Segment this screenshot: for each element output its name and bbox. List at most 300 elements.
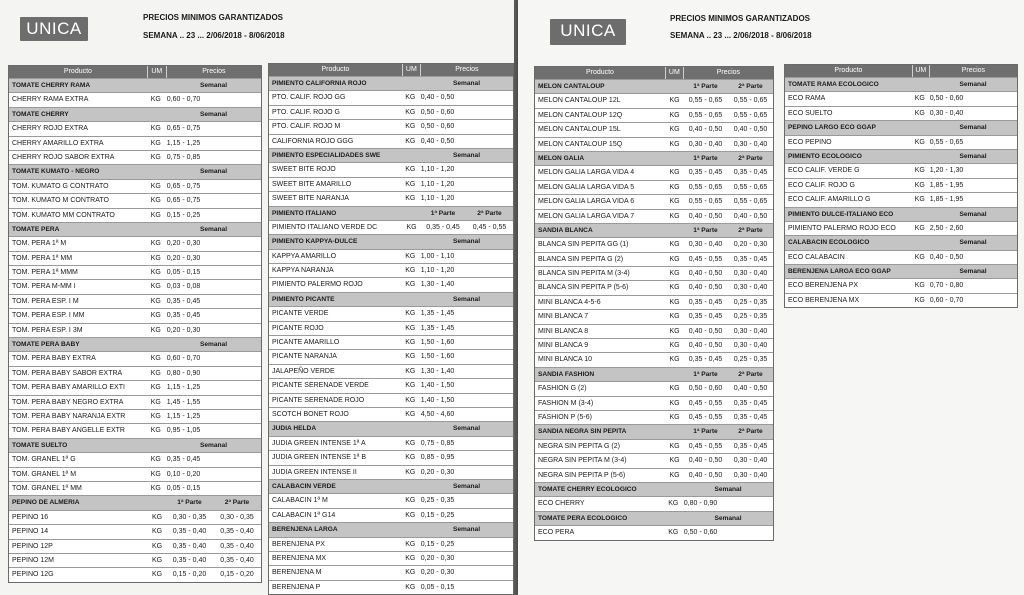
table-row xyxy=(9,294,261,308)
price-range: 0,05 - 0,15 xyxy=(166,484,201,492)
table-row xyxy=(269,162,513,176)
price-range-part1: 0,35 - 0,40 xyxy=(172,528,207,536)
table-row xyxy=(535,266,773,280)
section-header-row xyxy=(269,148,513,162)
table-row xyxy=(269,378,513,392)
unit: KG xyxy=(150,254,161,262)
table-row xyxy=(535,165,773,179)
unit xyxy=(913,121,929,134)
product-name: PIMIENTO PALERMO ROJO xyxy=(272,281,363,289)
price-range: 0,65 - 0,75 xyxy=(166,125,201,133)
price-range: 2,50 - 2,60 xyxy=(929,224,964,232)
product-name: ECO CALIF. ROJO G xyxy=(788,181,855,189)
unit: KG xyxy=(669,356,680,364)
unit: KG xyxy=(405,439,416,447)
price-range: 0,35 - 0,45 xyxy=(166,456,201,464)
product-name: MELON GALIA LARGA VIDA 4 xyxy=(538,169,635,177)
price-range-part1: 0,35 - 0,45 xyxy=(688,356,723,364)
section-header-row xyxy=(535,367,773,381)
table-row xyxy=(9,179,261,193)
price-range: 0,70 - 0,80 xyxy=(929,282,964,290)
table-row xyxy=(269,537,513,551)
price-range-part1: 0,45 - 0,55 xyxy=(688,413,723,421)
unit: KG xyxy=(150,470,161,478)
period-label-part1: 1ª Parte xyxy=(693,428,718,436)
product-name: ECO BERENJENA PX xyxy=(788,282,859,290)
unit: KG xyxy=(150,240,161,248)
product-name: BLANCA SIN PEPITA GG (1) xyxy=(538,241,629,249)
product-name: ECO BERENJENA MX xyxy=(788,296,860,304)
unit xyxy=(666,483,683,496)
section-header-row xyxy=(785,77,1017,91)
section-header-row xyxy=(785,120,1017,134)
price-range-part2: 0,35 - 0,45 xyxy=(733,413,768,421)
price-range-part1: 0,40 - 0,50 xyxy=(688,212,723,220)
period-label-part2: 2ª Parte xyxy=(738,226,763,234)
unit: KG xyxy=(405,497,416,505)
unit: KG xyxy=(406,223,417,231)
period-label: Semanal xyxy=(959,152,987,160)
price-range-part1: 0,30 - 0,35 xyxy=(172,513,207,521)
table-row xyxy=(535,93,773,107)
period-label: Semanal xyxy=(452,526,481,534)
table-row xyxy=(535,439,773,453)
product-name: TOM. KUMATO G CONTRATO xyxy=(12,182,109,190)
price-range: 0,65 - 0,75 xyxy=(166,197,201,205)
unit: KG xyxy=(150,125,161,133)
unit: KG xyxy=(405,180,416,188)
price-range-part2: 0,25 - 0,35 xyxy=(733,313,768,321)
sheet-title: PRECIOS MINIMOS GARANTIZADOS xyxy=(670,14,811,23)
price-range-part1: 0,35 - 0,45 xyxy=(688,313,723,321)
unit: KG xyxy=(669,212,680,220)
price-range-part2: 0,40 - 0,50 xyxy=(733,385,768,393)
price-range-part2: 0,35 - 0,45 xyxy=(733,169,768,177)
price-range-part2: 0,35 - 0,45 xyxy=(733,255,768,263)
table-row xyxy=(535,338,773,352)
product-name: ECO CALIF. AMARILLO G xyxy=(788,196,871,204)
col-header-precios: Precios xyxy=(455,66,479,73)
table-row xyxy=(9,121,261,135)
unit: KG xyxy=(151,513,163,521)
period-label-part2: 2ª Parte xyxy=(738,370,763,378)
price-range: 1,50 - 1,60 xyxy=(420,339,455,347)
price-range-part2: 0,55 - 0,65 xyxy=(733,97,768,105)
product-name: TOM. KUMATO MM CONTRATO xyxy=(12,211,115,219)
unit xyxy=(913,78,929,91)
product-name: SWEET BITE ROJO xyxy=(272,166,336,174)
price-range-part1: 0,45 - 0,55 xyxy=(688,255,723,263)
section-name: TOMATE CHERRY RAMA xyxy=(12,82,91,89)
price-range-part1: 0,55 - 0,65 xyxy=(688,111,723,119)
product-name: ECO PEPINO xyxy=(788,138,832,146)
section-name: PIMIENTO ITALIANO xyxy=(272,209,337,217)
price-range-part2: 0,45 - 0,55 xyxy=(472,223,507,231)
table-row xyxy=(785,91,1017,105)
product-name: CHERRY ROJO SABOR EXTRA xyxy=(12,153,115,161)
table-row xyxy=(535,137,773,151)
price-range-part1: 0,45 - 0,55 xyxy=(688,399,723,407)
product-name: PTO. CALIF. ROJO GG xyxy=(272,94,346,102)
price-range: 0,75 - 0,85 xyxy=(420,439,455,447)
price-range: 1,15 - 1,25 xyxy=(166,412,201,420)
table-row xyxy=(9,366,261,380)
section-header-row xyxy=(535,151,773,165)
unit: KG xyxy=(150,211,161,219)
price-range-part1: 0,55 - 0,65 xyxy=(688,97,723,105)
table-row xyxy=(535,237,773,251)
unica-logo: UNICA xyxy=(20,17,88,41)
product-name: PEPINO 12M xyxy=(12,556,55,564)
table-row xyxy=(9,193,261,207)
product-name: SWEET BITE AMARILLO xyxy=(272,180,352,188)
table-row xyxy=(269,450,513,464)
price-range-part2: 0,15 - 0,20 xyxy=(220,571,254,579)
product-name: PIMIENTO PALERMO ROJO ECO xyxy=(788,224,896,232)
price-range: 0,80 - 0,90 xyxy=(683,500,718,508)
table-row xyxy=(9,510,261,524)
price-range: 0,60 - 0,70 xyxy=(929,296,964,304)
section-name: PIMIENTO DULCE-ITALIANO ECO xyxy=(788,210,894,218)
product-name: ECO SUELTO xyxy=(788,109,833,117)
product-name: KAPPYA AMARILLO xyxy=(272,252,337,260)
section-header-row xyxy=(269,206,513,220)
unit: KG xyxy=(914,167,925,175)
product-name: TOM. PERA ESP. I 3M xyxy=(12,326,83,334)
table-row xyxy=(269,263,513,277)
unit xyxy=(403,293,420,306)
unit: KG xyxy=(150,197,161,205)
table-row xyxy=(9,351,261,365)
section-header-row xyxy=(785,207,1017,221)
unit: KG xyxy=(405,310,416,318)
unit xyxy=(403,422,420,435)
price-range: 0,40 - 0,50 xyxy=(420,94,455,102)
table-row xyxy=(535,209,773,223)
product-name: JUDIA GREEN INTENSE II xyxy=(272,468,357,476)
unit: KG xyxy=(150,139,161,147)
price-range: 0,50 - 0,60 xyxy=(420,108,455,116)
product-name: ECO CHERRY xyxy=(538,500,585,508)
price-range-part1: 0,55 - 0,65 xyxy=(688,198,723,206)
section-name: BERENJENA LARGA xyxy=(272,526,338,534)
table-row xyxy=(535,309,773,323)
price-range: 1,40 - 1,50 xyxy=(420,396,455,404)
unit: KG xyxy=(669,327,680,335)
price-range-part2: 0,35 - 0,45 xyxy=(733,442,768,450)
unit xyxy=(403,523,420,536)
price-range: 0,40 - 0,50 xyxy=(929,253,964,261)
price-range: 1,10 - 1,20 xyxy=(420,166,455,174)
price-range: 0,20 - 0,30 xyxy=(420,569,455,577)
unit: KG xyxy=(669,241,680,249)
price-range: 1,30 - 1,40 xyxy=(420,281,455,289)
unit: KG xyxy=(405,137,416,145)
col-header-precios: Precios xyxy=(202,68,226,75)
table-row xyxy=(535,468,773,482)
unit: KG xyxy=(405,410,416,418)
price-range: 1,20 - 1,30 xyxy=(929,167,964,175)
price-range: 0,35 - 0,45 xyxy=(166,297,201,305)
period-label: Semanal xyxy=(452,238,481,246)
price-range-part1: 0,35 - 0,45 xyxy=(426,223,460,231)
product-name: ECO CALIF. VERDE G xyxy=(788,167,860,175)
unit: KG xyxy=(405,108,416,116)
product-name: TOM. PERA 1ª MMM xyxy=(12,269,78,277)
price-range-part2: 0,30 - 0,40 xyxy=(733,140,768,148)
product-name: TOM. PERA 1ª MM xyxy=(12,254,73,262)
period-label: Semanal xyxy=(199,110,228,118)
col-header-producto: Producto xyxy=(785,65,913,77)
table-row xyxy=(9,524,261,538)
price-range: 1,30 - 1,40 xyxy=(420,367,455,375)
period-label: Semanal xyxy=(714,485,742,493)
price-range: 0,03 - 0,08 xyxy=(166,283,201,291)
section-header-row xyxy=(785,149,1017,163)
price-range: 0,05 - 0,15 xyxy=(420,583,455,591)
unit: KG xyxy=(150,456,161,464)
table-row xyxy=(535,525,773,539)
table-row xyxy=(269,134,513,148)
section-name: TOMATE KUMATO - NEGRO xyxy=(12,168,100,176)
section-header-row xyxy=(785,264,1017,278)
section-header-row xyxy=(535,482,773,496)
period-label-part1: 1ª Parte xyxy=(430,209,456,217)
product-name: TOM. PERA ESP. I M xyxy=(12,297,79,305)
table-row xyxy=(9,279,261,293)
table-header xyxy=(9,66,261,78)
section-name: CALABACIN ECOLOGICO xyxy=(788,239,870,247)
table-row xyxy=(9,423,261,437)
table-row xyxy=(535,108,773,122)
table-header xyxy=(785,65,1017,77)
price-range: 1,85 - 1,95 xyxy=(929,196,964,204)
section-name: SANDIA BLANCA xyxy=(538,226,593,234)
product-name: PICANTE SERENADE VERDE xyxy=(272,382,369,390)
period-label: Semanal xyxy=(199,341,228,349)
product-name: JUDIA GREEN INTENSE 1ª A xyxy=(272,439,366,447)
price-range-part1: 0,40 - 0,50 xyxy=(688,284,723,292)
price-table-1 xyxy=(8,65,262,583)
table-row xyxy=(9,539,261,553)
product-name: MELON CANTALOUP 15L xyxy=(538,126,621,134)
table-row xyxy=(9,380,261,394)
product-name: ECO PERA xyxy=(538,529,575,537)
section-name: TOMATE CHERRY xyxy=(12,110,69,118)
price-range: 0,20 - 0,30 xyxy=(420,554,455,562)
table-row xyxy=(9,208,261,222)
product-name: CALIFORNIA ROJO GGG xyxy=(272,137,354,145)
price-range-part1: 0,35 - 0,40 xyxy=(172,542,207,550)
price-range-part2: 0,30 - 0,40 xyxy=(733,342,768,350)
unit: KG xyxy=(405,353,416,361)
section-header-row xyxy=(269,522,513,536)
unit xyxy=(403,235,420,248)
unit: KG xyxy=(669,183,680,191)
section-header-row xyxy=(535,223,773,237)
product-name: CHERRY RAMA EXTRA xyxy=(12,96,89,104)
unit: KG xyxy=(405,94,416,102)
price-range-part1: 0,45 - 0,55 xyxy=(688,442,723,450)
product-name: MINI BLANCA 9 xyxy=(538,342,589,350)
period-label-part1: 1ª Parte xyxy=(693,226,718,234)
period-label: Semanal xyxy=(959,239,987,247)
price-range: 0,85 - 0,95 xyxy=(420,454,455,462)
section-header-row xyxy=(269,421,513,435)
unit: KG xyxy=(150,384,161,392)
table-row xyxy=(785,135,1017,149)
table-row xyxy=(269,119,513,133)
unit: KG xyxy=(150,369,161,377)
product-name: SCOTCH BONET ROJO xyxy=(272,410,349,418)
table-row xyxy=(9,395,261,409)
product-name: FASHION P (5-6) xyxy=(538,413,592,421)
price-range: 1,10 - 1,20 xyxy=(420,180,455,188)
product-name: TOM. GRANEL 1ª MM xyxy=(12,484,82,492)
product-name: TOM. KUMATO M CONTRATO xyxy=(12,197,109,205)
product-name: TOM. PERA BABY ANGELLE EXTR xyxy=(12,427,125,435)
section-name: PEPINO DE ALMERIA xyxy=(12,499,80,507)
table-row xyxy=(535,194,773,208)
table-row xyxy=(269,364,513,378)
section-header-row xyxy=(269,479,513,493)
table-row xyxy=(535,295,773,309)
unit xyxy=(148,223,166,236)
section-header-row xyxy=(9,438,261,452)
product-name: MINI BLANCA 8 xyxy=(538,327,589,335)
section-name: PIMIENTO CALIFORNIA ROJO xyxy=(272,80,367,87)
section-header-row xyxy=(9,107,261,121)
section-name: PIMIENTO ESPECIALIDADES SWE xyxy=(272,151,381,159)
product-name: MELON CANTALOUP 12L xyxy=(538,97,621,105)
unit: KG xyxy=(405,267,416,275)
price-range: 1,45 - 1,55 xyxy=(166,398,201,406)
table-row xyxy=(269,105,513,119)
table-row xyxy=(269,220,513,234)
price-range: 0,20 - 0,30 xyxy=(166,326,201,334)
period-label: Semanal xyxy=(199,82,228,89)
unit xyxy=(148,496,166,509)
unit: KG xyxy=(669,284,680,292)
table-row xyxy=(535,122,773,136)
unit: KG xyxy=(669,270,680,278)
period-label-part1: 1ª Parte xyxy=(177,499,202,507)
period-label-part2: 2ª Parte xyxy=(477,209,502,217)
period-label: Semanal xyxy=(452,151,481,159)
unit: KG xyxy=(669,169,680,177)
price-range: 0,10 - 0,20 xyxy=(166,470,201,478)
product-name: JALAPEÑO VERDE xyxy=(272,367,335,375)
product-name: TOM. PERA BABY AMARILLO EXTI xyxy=(12,384,125,392)
section-header-row xyxy=(535,424,773,438)
price-range: 0,65 - 0,75 xyxy=(166,182,201,190)
price-sheet-right xyxy=(518,0,1024,595)
period-label: Semanal xyxy=(452,80,481,87)
product-name: ECO RAMA xyxy=(788,95,826,103)
unit: KG xyxy=(914,95,925,103)
table-row xyxy=(269,277,513,291)
price-range: 0,55 - 0,65 xyxy=(929,138,964,146)
unit xyxy=(666,425,683,438)
table-row xyxy=(269,465,513,479)
table-row xyxy=(785,178,1017,192)
period-label: Semanal xyxy=(959,124,987,132)
table-row xyxy=(535,180,773,194)
price-range: 0,50 - 0,60 xyxy=(420,123,455,131)
product-name: BERENJENA MX xyxy=(272,554,327,562)
table-row xyxy=(9,308,261,322)
price-range: 0,25 - 0,35 xyxy=(420,497,455,505)
col-header-um: UM xyxy=(148,66,167,78)
product-name: TOM. PERA BABY EXTRA xyxy=(12,355,96,363)
table-row xyxy=(535,280,773,294)
unit: KG xyxy=(669,457,680,465)
col-header-producto: Producto xyxy=(535,67,666,79)
product-name: TOM. PERA BABY NEGRO EXTRA xyxy=(12,398,124,406)
unit xyxy=(148,338,166,351)
unit: KG xyxy=(405,396,416,404)
unit: KG xyxy=(150,297,161,305)
unit xyxy=(913,150,929,163)
section-name: CALABACIN VERDE xyxy=(272,482,336,490)
price-range-part1: 0,50 - 0,60 xyxy=(688,385,723,393)
unit: KG xyxy=(150,182,161,190)
price-range-part1: 0,40 - 0,50 xyxy=(688,457,723,465)
unit: KG xyxy=(151,571,163,579)
table-row xyxy=(785,250,1017,264)
table-row xyxy=(785,293,1017,307)
price-range-part2: 0,20 - 0,30 xyxy=(733,241,768,249)
price-range: 1,35 - 1,45 xyxy=(420,310,455,318)
period-label-part2: 2ª Parte xyxy=(738,154,763,162)
table-row xyxy=(535,381,773,395)
table-row xyxy=(9,136,261,150)
price-range: 1,00 - 1,10 xyxy=(420,252,455,260)
table-header xyxy=(535,67,773,79)
table-row xyxy=(269,551,513,565)
table-header xyxy=(269,64,513,76)
product-name: PTO. CALIF. ROJO G xyxy=(272,108,340,116)
unit xyxy=(403,149,420,162)
unit: KG xyxy=(914,196,925,204)
product-name: MINI BLANCA 4-5-6 xyxy=(538,298,601,306)
unit: KG xyxy=(150,412,161,420)
section-name: TOMATE PERA BABY xyxy=(12,341,80,349)
unit: KG xyxy=(669,255,680,263)
table-row xyxy=(535,324,773,338)
unit: KG xyxy=(914,282,925,290)
price-range-part2: 0,30 - 0,35 xyxy=(220,513,254,521)
price-range: 0,35 - 0,45 xyxy=(166,312,201,320)
section-header-row xyxy=(9,78,261,92)
price-range: 0,60 - 0,70 xyxy=(166,96,201,104)
table-row xyxy=(9,236,261,250)
unit: KG xyxy=(914,138,925,146)
table-row xyxy=(9,150,261,164)
product-name: NEGRA SIN PEPITA M (3-4) xyxy=(538,457,627,465)
price-table-2 xyxy=(268,63,514,595)
table-row xyxy=(9,567,261,581)
section-name: TOMATE SUELTO xyxy=(12,441,68,449)
col-header-producto: Producto xyxy=(269,64,403,76)
product-name: PICANTE SERENADE ROJO xyxy=(272,396,365,404)
unit: KG xyxy=(405,583,416,591)
unit: KG xyxy=(669,399,680,407)
unit: KG xyxy=(405,511,416,519)
product-name: TOM. PERA BABY SABOR EXTRA xyxy=(12,369,123,377)
col-header-um: UM xyxy=(913,65,930,77)
table-row xyxy=(785,163,1017,177)
